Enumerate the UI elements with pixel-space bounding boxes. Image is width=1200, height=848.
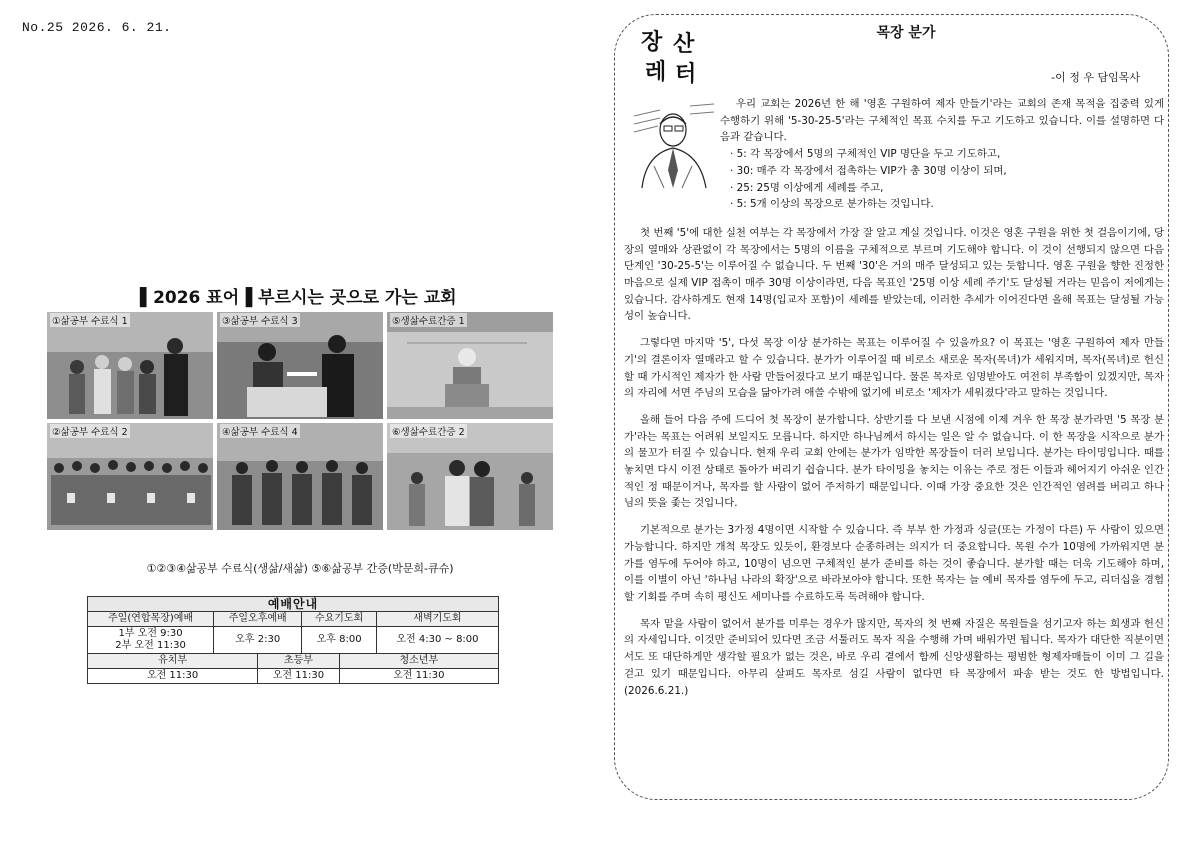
goal-item: · 5: 5개 이상의 목장으로 분가하는 것입니다. xyxy=(730,196,1164,213)
photo-graduation-3 xyxy=(217,312,383,419)
worship-time-elementary: 오전 11:30 xyxy=(258,669,339,684)
photo-caption-4: ④삶공부 수료식 4 xyxy=(220,424,300,438)
photo-grid xyxy=(47,312,551,530)
worship-time-dawn: 오전 4:30 ~ 8:00 xyxy=(376,627,498,654)
worship-schedule xyxy=(87,596,499,684)
worship-header-sunday: 주일(연합목장)예배 xyxy=(88,612,214,627)
logo-char-4: 터 xyxy=(675,62,697,87)
photo-graduation-2 xyxy=(47,423,213,530)
worship-time-sunday xyxy=(88,627,214,654)
article-paragraph-2: 그렇다면 마지막 '5', 다섯 목장 이상 분가하는 목표는 이루어질 수 있을까요? 이 목표는 '영혼 구원하여 제자 만들기'의 결론이자 열매라고 할 수 있습니다. 분가가 이루어질 때 비로소 새로운 목자(목녀)가 세워지며, 목자(목녀)로 헌신할 때 가시적인 제자가 한 사람 만들어졌다고 보기 때문입니다. 물론 목자로 임명받아도 여전히 부족함이 있겠지만, 목자의 자리에 서면 주님의 모습을 닮아가려 애쓸 수밖에 없기에 비로소 '제자가 세워졌다'라고 말하는 것입니다. xyxy=(624,337,1164,400)
photo-caption-1: ①삶공부 수료식 1 xyxy=(50,313,130,327)
article-paragraph-5: 목자 맡을 사람이 없어서 분가를 미루는 경우가 많지만, 목자의 첫 번째 자질은 목원들을 섬기고자 하는 희생과 헌신의 자세입니다. 이것만 준비되어 있다면 조금 서툴러도 목자 직을 수행해 가며 배워가면 됩니다. 목자가 대단한 직분이면서도 또 대단하게만 생각할 필요가 없는 것은, 바로 우리 곁에서 함께 신앙생활하는 평범한 형제자매들이 이미 그 길을 걷고 있기 때문입니다. 아무리 살펴도 목자로 섬길 사람이 없다면 타 목장에서 파송 받는 것도 한 방법입니다.(2026.6.21.) xyxy=(624,617,1164,697)
worship-time-kinder: 오전 11:30 xyxy=(88,669,258,684)
worship-title: 예배안내 xyxy=(88,597,499,612)
logo-char-2: 산 xyxy=(673,32,695,57)
article-paragraph-1: 첫 번째 '5'에 대한 실천 여부는 각 목장에서 가장 잘 알고 계실 것입니다. 이것은 영혼 구원을 위한 첫 걸음이기에, 당장의 열매와 상관없이 각 목장에서는 5명의 이름을 구체적으로 부르며 기도해야 합니다. 이 것이 선행되지 않으면 다음 단계인 '30-25-5'는 이루어질 수 없습니다. 두 번째 '30'은 거의 매주 달성되고 있는 듯합니다. 영혼 구원을 향한 진정한 마음으로 실제 VIP 접촉이 매주 30명 이상이라면, 다음 목표인 '25명 이상 세례 주기'도 달성될 거라는 믿음이 저에게는 있습니다. 감사하게도 현재 14명(입교자 포함)이 세례를 받았는데, 이러한 추세가 이어진다면 올해 목표는 달성될 가능성이 높습니다. xyxy=(624,226,1164,323)
article-paragraph-3: 올해 들어 다음 주에 드디어 첫 목장이 분가합니다. 상반기를 다 보낸 시점에 이제 겨우 한 목장 분가라면 '5 목장 분가'라는 목표는 어려워 보일지도 모릅니다. 하지만 하나님께서 하시는 일은 알 수 없습니다. 이 한 목장을 시작으로 분가의 물꼬가 터질 수 있습니다. 현재 우리 교회 안에는 분가가 임박한 목장들이 더러 보입니다. 분가는 타이밍입니다. 때를 놓치면 다시 이전 상태로 돌아가 버리기 쉽습니다. 분가 타이밍을 놓치는 이유는 주로 정든 이들과 헤어지기 아쉬운 인간적인 정 때문이거나, 목자를 할 사람이 없어 주저하기 때문입니다. 이때 가장 중요한 것은 인간적인 염려를 버리고 하나님의 뜻을 좇는 것입니다. xyxy=(624,413,1164,510)
worship-time-youth: 오전 11:30 xyxy=(339,669,498,684)
article-intro: 우리 교회는 2026년 한 해 '영혼 구원하여 제자 만들기'라는 교회의 존재 목적을 집중력 있게 수행하기 위해 '5-30-25-5'라는 구체적인 목표 수치를 두고 기도하고 있습니다. 이를 설명하면 다음과 같습니다. xyxy=(720,98,1164,144)
photo-testimony-2 xyxy=(387,423,553,530)
logo-char-1: 장 xyxy=(641,30,663,55)
worship-time-sunday-afternoon: 오후 2:30 xyxy=(214,627,302,654)
photo-image-4 xyxy=(217,423,383,530)
photo-caption-3: ③삶공부 수료식 3 xyxy=(220,313,300,327)
motto-title: ▌2026 표어▐ 부르시는 곳으로 가는 교회 xyxy=(140,288,457,308)
goal-item: · 25: 25명 이상에게 세례를 주고, xyxy=(730,180,1164,197)
logo-char-3: 레 xyxy=(645,60,667,85)
photo-image-6 xyxy=(387,423,553,530)
worship-header-elementary: 초등부 xyxy=(258,654,339,669)
article-body xyxy=(624,96,1164,709)
photo-graduation-1 xyxy=(47,312,213,419)
worship-header-youth: 청소년부 xyxy=(339,654,498,669)
photo-grid-caption: ①②③④삶공부 수료식(생삶/새삶) ⑤⑥삶공부 간증(박문희-큐슈) xyxy=(146,562,454,575)
photo-caption-6: ⑥생삶수료간증 2 xyxy=(390,424,467,438)
worship-header-wednesday: 수요기도회 xyxy=(302,612,377,627)
goal-list xyxy=(730,146,1164,213)
article-title: 목장 분가 xyxy=(876,25,936,41)
worship-time-1st: 1부 오전 9:30 xyxy=(118,628,183,639)
article-author: -이 정 우 담임목사 xyxy=(1051,71,1140,84)
photo-image-1 xyxy=(47,312,213,419)
worship-header-dawn: 새벽기도회 xyxy=(376,612,498,627)
photo-image-3 xyxy=(217,312,383,419)
worship-header-kinder: 유치부 xyxy=(88,654,258,669)
photo-image-2 xyxy=(47,423,213,530)
worship-header-sunday-afternoon: 주일오후예배 xyxy=(214,612,302,627)
photo-caption-2: ②삶공부 수료식 2 xyxy=(50,424,130,438)
photo-testimony-1 xyxy=(387,312,553,419)
photo-caption-5: ⑤생삶수료간증 1 xyxy=(390,313,467,327)
jangsan-letter-logo xyxy=(633,26,725,96)
worship-time-wednesday: 오후 8:00 xyxy=(302,627,377,654)
goal-item: · 5: 각 목장에서 5명의 구체적인 VIP 명단을 두고 기도하고, xyxy=(730,146,1164,163)
photo-image-5 xyxy=(387,312,553,419)
issue-number: No.25 2026. 6. 21. xyxy=(22,20,172,35)
photo-graduation-4 xyxy=(217,423,383,530)
worship-time-2nd: 2부 오전 11:30 xyxy=(115,640,186,651)
goal-item: · 30: 매주 각 목장에서 접촉하는 VIP가 총 30명 이상이 되며, xyxy=(730,163,1164,180)
article-paragraph-4: 기본적으로 분가는 3가정 4명이면 시작할 수 있습니다. 즉 부부 한 가정과 싱글(또는 가정이 다른) 두 사람이 있으면 가능합니다. 하지만 개척 목장도 있듯이, 환경보다 순종하려는 의지가 더 중요합니다. 목원 수가 10명에 가까워지면 분가를 염두에 두어야 하고, 10명이 넘으면 구체적인 분가 준비를 하는 것이 좋습니다. 분가할 때는 더욱 기도해야 하며, 이를 이별이 아닌 '하나님 나라의 확장'으로 바라보아야 합니다. 또한 목자는 늘 예비 목자를 염두에 두고, 리더십을 경험할 기회를 주며 속히 평신도 세미나를 수료하도록 독려해야 합니다. xyxy=(624,524,1164,603)
